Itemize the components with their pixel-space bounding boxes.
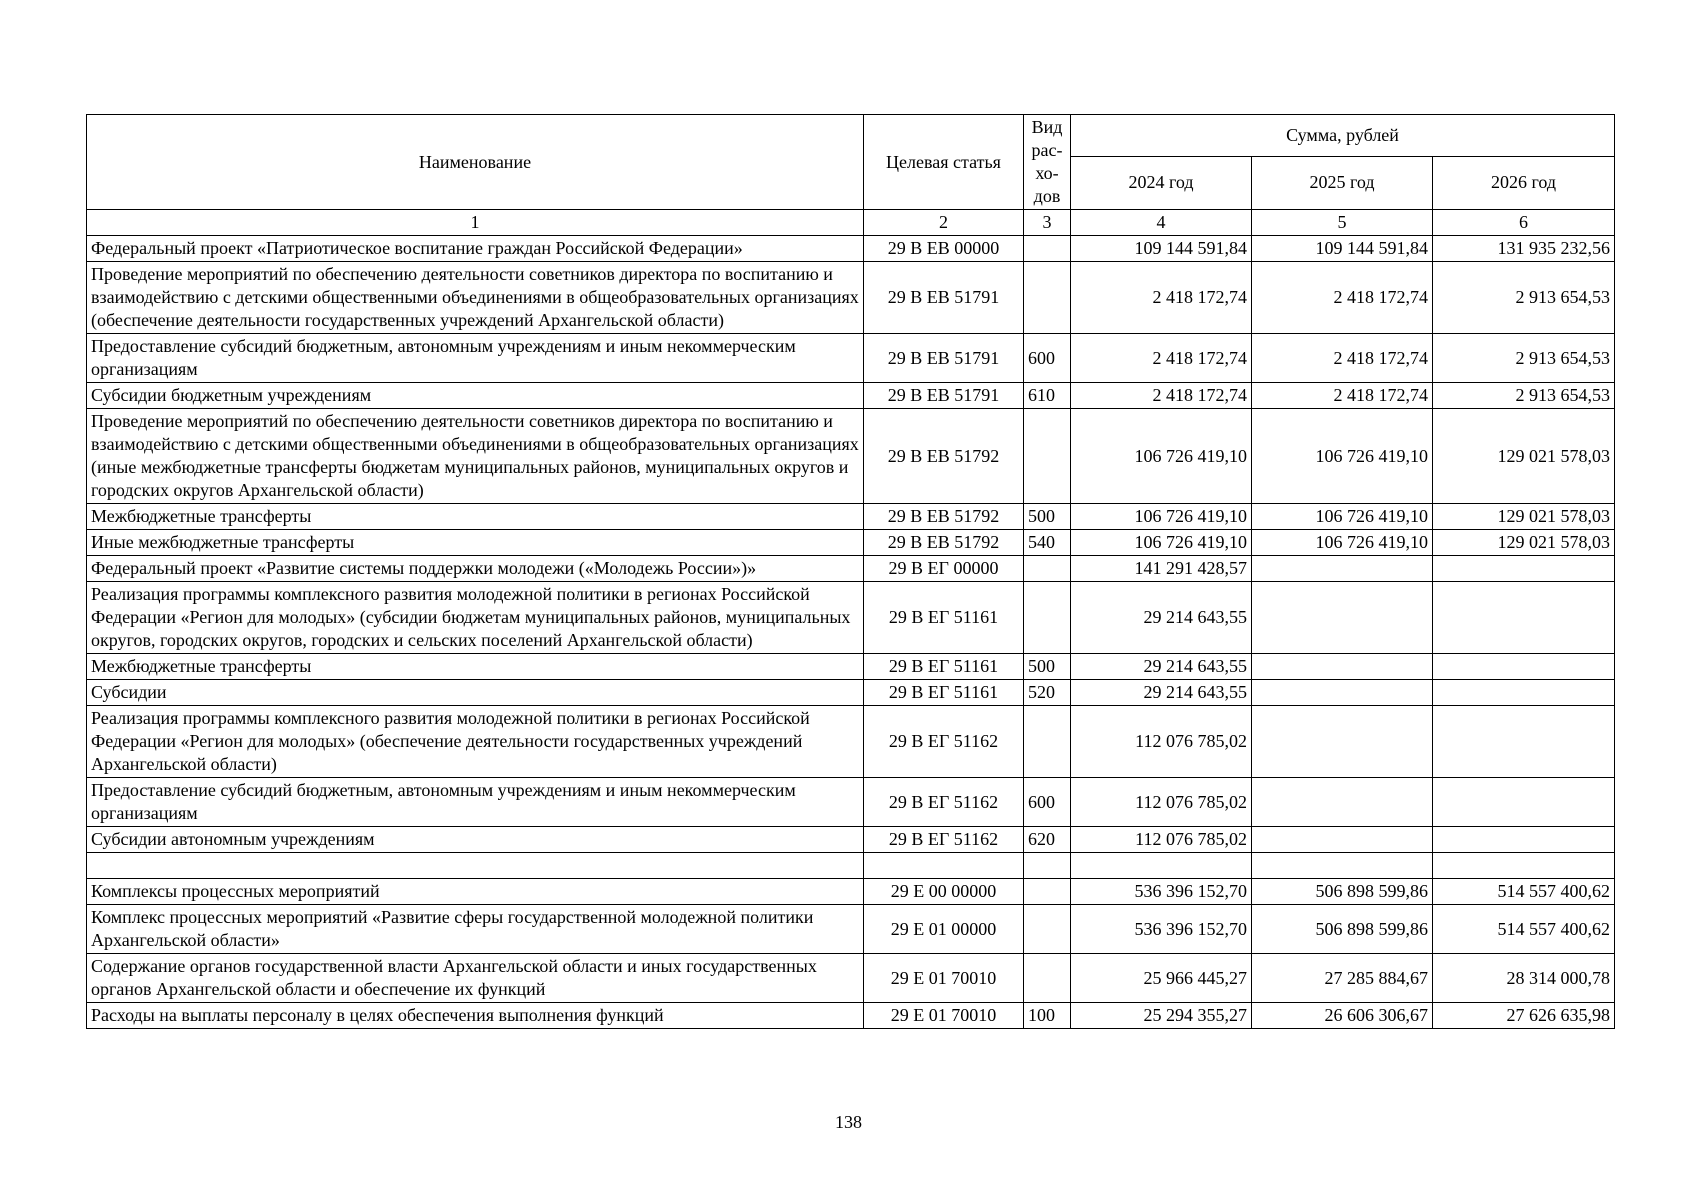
header-expense-type: Вид рас-хо-дов: [1024, 115, 1071, 210]
row-sum-2025: [1252, 706, 1433, 778]
table-row: [87, 334, 1615, 383]
row-sum-2025: 2 418 172,74: [1252, 383, 1433, 409]
row-code: 29 В ЕВ 51792: [864, 530, 1024, 556]
table-row: [87, 262, 1615, 334]
row-type: 620: [1024, 827, 1071, 853]
row-type: 500: [1024, 504, 1071, 530]
row-code: 29 В ЕВ 51791: [864, 262, 1024, 334]
row-type: [1024, 905, 1071, 954]
row-sum-2024: 29 214 643,55: [1071, 582, 1252, 654]
row-code: 29 Е 01 00000: [864, 905, 1024, 954]
page-number: 138: [835, 1112, 862, 1132]
row-sum-2025: 106 726 419,10: [1252, 504, 1433, 530]
row-code: 29 В ЕВ 00000: [864, 236, 1024, 262]
table-row: [87, 778, 1615, 827]
row-sum-2026: 28 314 000,78: [1433, 954, 1615, 1003]
row-sum-2026: [1433, 853, 1615, 879]
table-row: [87, 680, 1615, 706]
table-row: [87, 383, 1615, 409]
row-sum-2025: 27 285 884,67: [1252, 954, 1433, 1003]
column-number: 2: [864, 210, 1024, 236]
column-number: 6: [1433, 210, 1615, 236]
table-row: [87, 654, 1615, 680]
row-name: Предоставление субсидий бюджетным, автономным учреждениям и иным некоммерческим организациям: [87, 778, 864, 827]
row-type: 600: [1024, 778, 1071, 827]
row-sum-2026: [1433, 582, 1615, 654]
table-row: [87, 954, 1615, 1003]
row-code: 29 В ЕГ 51161: [864, 654, 1024, 680]
table-row: [87, 706, 1615, 778]
table-row: [87, 504, 1615, 530]
row-sum-2026: 27 626 635,98: [1433, 1003, 1615, 1029]
row-type: [1024, 236, 1071, 262]
row-name: Федеральный проект «Развитие системы поддержки молодежи («Молодежь России»)»: [87, 556, 864, 582]
header-year-2024: 2024 год: [1071, 156, 1252, 209]
row-sum-2025: [1252, 556, 1433, 582]
row-sum-2024: 141 291 428,57: [1071, 556, 1252, 582]
row-sum-2024: 25 294 355,27: [1071, 1003, 1252, 1029]
header-year-2026: 2026 год: [1433, 156, 1615, 209]
row-sum-2024: [1071, 853, 1252, 879]
row-sum-2024: 2 418 172,74: [1071, 383, 1252, 409]
row-code: 29 В ЕГ 51162: [864, 778, 1024, 827]
row-name: Реализация программы комплексного развития молодежной политики в регионах Российской Федерации «Регион для молодых» (обеспечение деятельности государственных учреждений Архангельской области): [87, 706, 864, 778]
row-name: Проведение мероприятий по обеспечению деятельности советников директора по воспитанию и взаимодействию с детскими общественными объединениями в общеобразовательных организациях (иные межбюджетные трансферты бюджетам муниципальных районов, муниципальных округов и городских округов Архангельской области): [87, 409, 864, 504]
row-sum-2024: 112 076 785,02: [1071, 827, 1252, 853]
row-sum-2024: 25 966 445,27: [1071, 954, 1252, 1003]
row-sum-2025: [1252, 827, 1433, 853]
row-sum-2025: [1252, 582, 1433, 654]
row-name: Субсидии: [87, 680, 864, 706]
row-name: Иные межбюджетные трансферты: [87, 530, 864, 556]
row-sum-2025: 2 418 172,74: [1252, 262, 1433, 334]
row-type: [1024, 409, 1071, 504]
row-sum-2026: [1433, 827, 1615, 853]
row-name: Федеральный проект «Патриотическое воспитание граждан Российской Федерации»: [87, 236, 864, 262]
row-code: 29 Е 01 70010: [864, 1003, 1024, 1029]
row-name: Предоставление субсидий бюджетным, автономным учреждениям и иным некоммерческим организациям: [87, 334, 864, 383]
row-name: Субсидии автономным учреждениям: [87, 827, 864, 853]
row-sum-2026: [1433, 654, 1615, 680]
row-sum-2024: 106 726 419,10: [1071, 504, 1252, 530]
row-sum-2025: 106 726 419,10: [1252, 530, 1433, 556]
row-code: 29 В ЕВ 51792: [864, 409, 1024, 504]
row-name: Комплексы процессных мероприятий: [87, 879, 864, 905]
row-sum-2025: [1252, 680, 1433, 706]
row-name: Реализация программы комплексного развития молодежной политики в регионах Российской Федерации «Регион для молодых» (субсидии бюджетам муниципальных районов, муниципальных округов, городских округов, городских и сельских поселений Архангельской области): [87, 582, 864, 654]
row-sum-2026: 2 913 654,53: [1433, 383, 1615, 409]
row-sum-2026: 131 935 232,56: [1433, 236, 1615, 262]
row-sum-2024: 106 726 419,10: [1071, 409, 1252, 504]
row-sum-2026: 514 557 400,62: [1433, 879, 1615, 905]
row-sum-2025: [1252, 654, 1433, 680]
row-name: Субсидии бюджетным учреждениям: [87, 383, 864, 409]
row-type: 500: [1024, 654, 1071, 680]
row-sum-2026: [1433, 778, 1615, 827]
row-type: [1024, 853, 1071, 879]
table-row: [87, 556, 1615, 582]
table-row: [87, 530, 1615, 556]
row-type: [1024, 262, 1071, 334]
row-type: [1024, 954, 1071, 1003]
table-row: [87, 1003, 1615, 1029]
row-type: 610: [1024, 383, 1071, 409]
row-sum-2026: 2 913 654,53: [1433, 262, 1615, 334]
row-sum-2024: 2 418 172,74: [1071, 262, 1252, 334]
column-number: 4: [1071, 210, 1252, 236]
row-name: Комплекс процессных мероприятий «Развитие сферы государственной молодежной политики Архангельской области»: [87, 905, 864, 954]
header-sum-group: Сумма, рублей: [1071, 115, 1615, 157]
row-code: 29 В ЕГ 51161: [864, 582, 1024, 654]
row-sum-2025: 26 606 306,67: [1252, 1003, 1433, 1029]
row-code: 29 В ЕГ 51162: [864, 706, 1024, 778]
row-code: 29 В ЕГ 00000: [864, 556, 1024, 582]
row-code: 29 В ЕВ 51792: [864, 504, 1024, 530]
table-row: [87, 236, 1615, 262]
row-sum-2025: 506 898 599,86: [1252, 905, 1433, 954]
row-sum-2026: [1433, 680, 1615, 706]
column-number-row: [87, 210, 1615, 236]
table-row-empty: [87, 853, 1615, 879]
row-code: 29 В ЕВ 51791: [864, 383, 1024, 409]
table-row: [87, 827, 1615, 853]
row-sum-2025: 2 418 172,74: [1252, 334, 1433, 383]
row-sum-2024: 2 418 172,74: [1071, 334, 1252, 383]
row-sum-2026: [1433, 706, 1615, 778]
row-sum-2026: 2 913 654,53: [1433, 334, 1615, 383]
row-type: 100: [1024, 1003, 1071, 1029]
row-sum-2026: 129 021 578,03: [1433, 409, 1615, 504]
row-sum-2024: 112 076 785,02: [1071, 706, 1252, 778]
row-sum-2024: 29 214 643,55: [1071, 680, 1252, 706]
row-type: 540: [1024, 530, 1071, 556]
row-name: Межбюджетные трансферты: [87, 504, 864, 530]
row-code: 29 В ЕВ 51791: [864, 334, 1024, 383]
table-row: [87, 905, 1615, 954]
column-number: 3: [1024, 210, 1071, 236]
table-row-section-total: [87, 879, 1615, 905]
row-sum-2025: 506 898 599,86: [1252, 879, 1433, 905]
row-type: 520: [1024, 680, 1071, 706]
budget-table: [86, 114, 1615, 1029]
row-sum-2024: 536 396 152,70: [1071, 879, 1252, 905]
row-sum-2025: [1252, 778, 1433, 827]
row-type: 600: [1024, 334, 1071, 383]
row-name: Расходы на выплаты персоналу в целях обеспечения выполнения функций: [87, 1003, 864, 1029]
row-sum-2026: 514 557 400,62: [1433, 905, 1615, 954]
row-code: 29 Е 00 00000: [864, 879, 1024, 905]
column-number: 5: [1252, 210, 1433, 236]
row-name: Проведение мероприятий по обеспечению деятельности советников директора по воспитанию и взаимодействию с детскими общественными объединениями в общеобразовательных организациях (обеспечение деятельности государственных учреждений Архангельской области): [87, 262, 864, 334]
row-sum-2025: [1252, 853, 1433, 879]
row-sum-2024: 109 144 591,84: [1071, 236, 1252, 262]
row-sum-2026: 129 021 578,03: [1433, 504, 1615, 530]
row-type: [1024, 706, 1071, 778]
row-sum-2024: 29 214 643,55: [1071, 654, 1252, 680]
row-sum-2024: 112 076 785,02: [1071, 778, 1252, 827]
row-code: 29 В ЕГ 51161: [864, 680, 1024, 706]
row-sum-2025: 106 726 419,10: [1252, 409, 1433, 504]
table-row: [87, 582, 1615, 654]
row-name: Межбюджетные трансферты: [87, 654, 864, 680]
row-type: [1024, 582, 1071, 654]
row-type: [1024, 879, 1071, 905]
row-code: [864, 853, 1024, 879]
row-sum-2024: 106 726 419,10: [1071, 530, 1252, 556]
row-name: Содержание органов государственной власти Архангельской области и иных государственных органов Архангельской области и обеспечение их функций: [87, 954, 864, 1003]
row-name: [87, 853, 864, 879]
header-name: Наименование: [87, 115, 864, 210]
row-sum-2025: 109 144 591,84: [1252, 236, 1433, 262]
table-row: [87, 409, 1615, 504]
header-year-2025: 2025 год: [1252, 156, 1433, 209]
row-sum-2026: 129 021 578,03: [1433, 530, 1615, 556]
row-sum-2024: 536 396 152,70: [1071, 905, 1252, 954]
row-code: 29 Е 01 70010: [864, 954, 1024, 1003]
row-code: 29 В ЕГ 51162: [864, 827, 1024, 853]
column-number: 1: [87, 210, 864, 236]
row-type: [1024, 556, 1071, 582]
header-target-article: Целевая статья: [864, 115, 1024, 210]
row-sum-2026: [1433, 556, 1615, 582]
